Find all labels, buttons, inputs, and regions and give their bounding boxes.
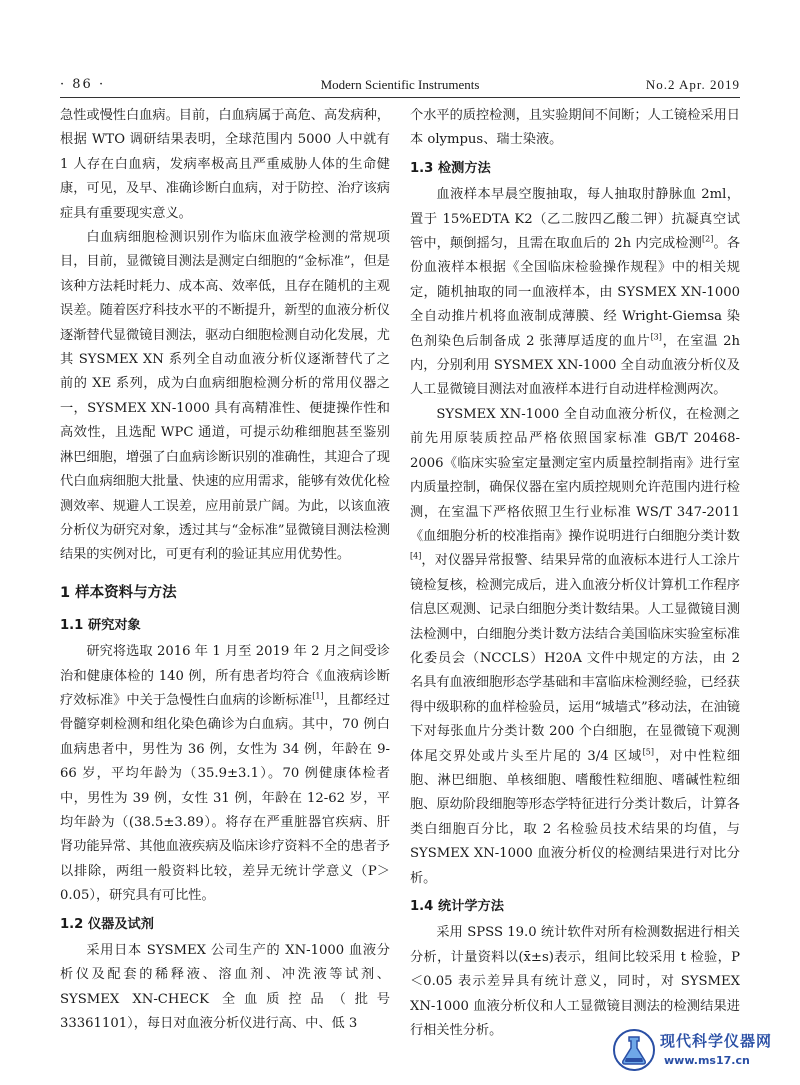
subsection-heading: 1.3 检测方法 [410, 160, 491, 176]
page-number: · 86 · [60, 77, 106, 92]
text-run: 血液样本早晨空腹抽取，每人抽取肘静脉血 2ml，置于 15%EDTA K2（乙二胺四乙酸二钾）抗凝真空试管中，颠倒摇匀，且需在取血后的 2h 内完成检测 [410, 187, 740, 252]
left-column [60, 104, 390, 1037]
watermark-url: www.ms17.cn [664, 1054, 750, 1067]
paragraph [60, 640, 390, 908]
text-run: ，且都经过骨髓穿刺检测和组化染色确诊为白血病。其中，70 例白血病患者中，男性为 36 例，女性为 34 例，年龄在 9-66 岁，平均年龄为（35.9±3.1）。70 例健康体检者中，男性为 39 例，女性 31 例，年龄在 12-62 岁，平均年龄为（(38.5±3.89）。将存在严重脏器官疾病、肝肾功能异常、其他血液疾病及临床诊疗资料不全的患者予以排除，两组一般资料比较，差异无统计学意义（P＞0.05），研究具有可比性。 [60, 692, 391, 904]
citation: [5] [642, 747, 654, 757]
right-column [410, 104, 740, 1043]
text-run: 。各份血液样本根据《全国临床检验操作规程》中的相关规定，随机抽取的同一血液样本，由 SYSMEX XN-1000 全自动推片机将血液制成薄膜、经 Wright-Giemsa 染色剂染色后制备成 2 张薄厚适度的血片 [410, 236, 741, 349]
text-run: 研究将选取 2016 年 1 月至 2019 年 2 月之间受诊治和健康体检的 140 例，所有患者均符合《血液病诊断疗效标准》中关于急慢性白血病的诊断标准 [60, 644, 390, 708]
text-run: ，在室温 2h 内，分别利用 SYSMEX XN-1000 全自动血液分析仪及人工显微镜目测法对血液样本进行自动进样检测两次。 [410, 333, 740, 398]
text-run: ，对中性粒细胞、淋巴细胞、单核细胞、嗜酸性粒细胞、嗜碱性粒细胞、原幼阶段细胞等形态学特征进行分类计数后，计算各类白细胞百分比，取 2 名检验员技术结果的均值，与 SYSMEX XN-1000 血液分析仪的检测结果进行对比分析。 [410, 748, 741, 886]
running-header [60, 75, 740, 98]
subsection-heading: 1.2 仪器及试剂 [60, 916, 154, 932]
text-run: SYSMEX XN-1000 全自动血液分析仪，在检测之前先用原装质控品严格依照国家标准 GB/T 20468-2006《临床实验室定量测定室内质量控制指南》进行室内质量控制，确保仪器在室内质控规则允许范围内进行检测，在室温下严格依照卫生行业标准 WS/T 347-2011《血细胞分析的校准指南》操作说明进行白细胞分类计数 [410, 406, 740, 544]
issue-info: No.2 Apr. 2019 [645, 77, 740, 92]
paragraph: 采用日本 SYSMEX 公司生产的 XN-1000 血液分析仪及配套的稀释液、溶血剂、冲洗液等试剂、SYSMEX XN-CHECK 全血质控品（批号 33361101），每日对血液分析仪进行高、中、低 3 [60, 943, 390, 1032]
subsection-heading: 1.4 统计学方法 [410, 899, 504, 914]
paragraph [410, 403, 740, 891]
paragraph: 个水平的质控检测，且实验期间不间断；人工镜检采用日本 olympus、瑞士染液。 [410, 108, 740, 148]
paragraph: 白血病细胞检测识别作为临床血液学检测的常规项目，目前，显微镜目测法是测定白细胞的“金标准”，但是该种方法耗时耗力、成本高、效率低，且存在随机的主观误差。随着医疗科技水平的不断提升，新型的血液分析仪逐渐替代显微镜目测法，驱动白细胞检测自动化发展，尤其 SYSMEX XN 系列全自动血液分析仪逐渐替代了之前的 XE 系列，成为白血病细胞检测分析的常用仪器之一，SYSMEX XN-1000 具有高精准性、便捷操作性和高效性，且选配 WPC 通道，可提示幼稚细胞甚至鉴别淋巴细胞，增强了白血病诊断识别的准确性，其迎合了现代白血病细胞大批量、快速的应用需求，能够有效优化检测效率、规避人工误差，应用前景广阔。为此，以该血液分析仪为研究对象，透过其与“金标准”显微镜目测法检测结果的实例对比，可更有利的验证其应用优势性。 [60, 230, 390, 563]
citation: [2] [702, 234, 714, 244]
subsection-heading: 1.1 研究对象 [60, 617, 141, 633]
site-watermark [612, 1022, 792, 1077]
watermark-title: 现代科学仪器网 [660, 1032, 773, 1050]
section-heading: 1 样本资料与方法 [60, 584, 177, 601]
paragraph: 急性或慢性白血病。目前，白血病属于高危、高发病种，根据 WTO 调研结果表明，全球范围内 5000 人中就有 1 人存在白血病，发病率极高且严重威胁人体的生命健康，可见，及早、准确诊断白血病，对于防控、治疗该病症具有重要现实意义。 [60, 108, 390, 221]
citation: [1] [312, 691, 324, 701]
citation: [3] [650, 332, 662, 342]
citation: [4] [410, 551, 422, 561]
text-run: ，对仪器异常报警、结果异常的血液标本进行人工涂片镜检复核，检测完成后，进入血液分析仪计算机工作程序信息区观测、记录白细胞分类计数结果。人工显微镜目测法检测中，白细胞分类计数方法结合美国临床实验室标准化委员会（NCCLS）H20A 文件中规定的方法，由 2 名具有血液细胞形态学基础和丰富临床检测经验，已经获得中级职称的血样检验员，运用“城墙式”移动法，在油镜下对每张血片分类计数 200 个白细胞，在显微镜下观测体尾交界处或片头至片尾的 3/4 区域 [410, 553, 740, 764]
paragraph: 采用 SPSS 19.0 统计软件对所有检测数据进行相关分析，计量资料以(x̄±s)表示，组间比较采用 t 检验，P＜0.05 表示差异具有统计意义，同时，对 SYSMEX XN-1000 血液分析仪和人工显微镜目测法的检测结果进行相关性分析。 [410, 925, 740, 1039]
journal-name: Modern Scientific Instruments [320, 77, 480, 92]
paragraph [410, 183, 740, 403]
flask-logo-icon [612, 1028, 656, 1072]
